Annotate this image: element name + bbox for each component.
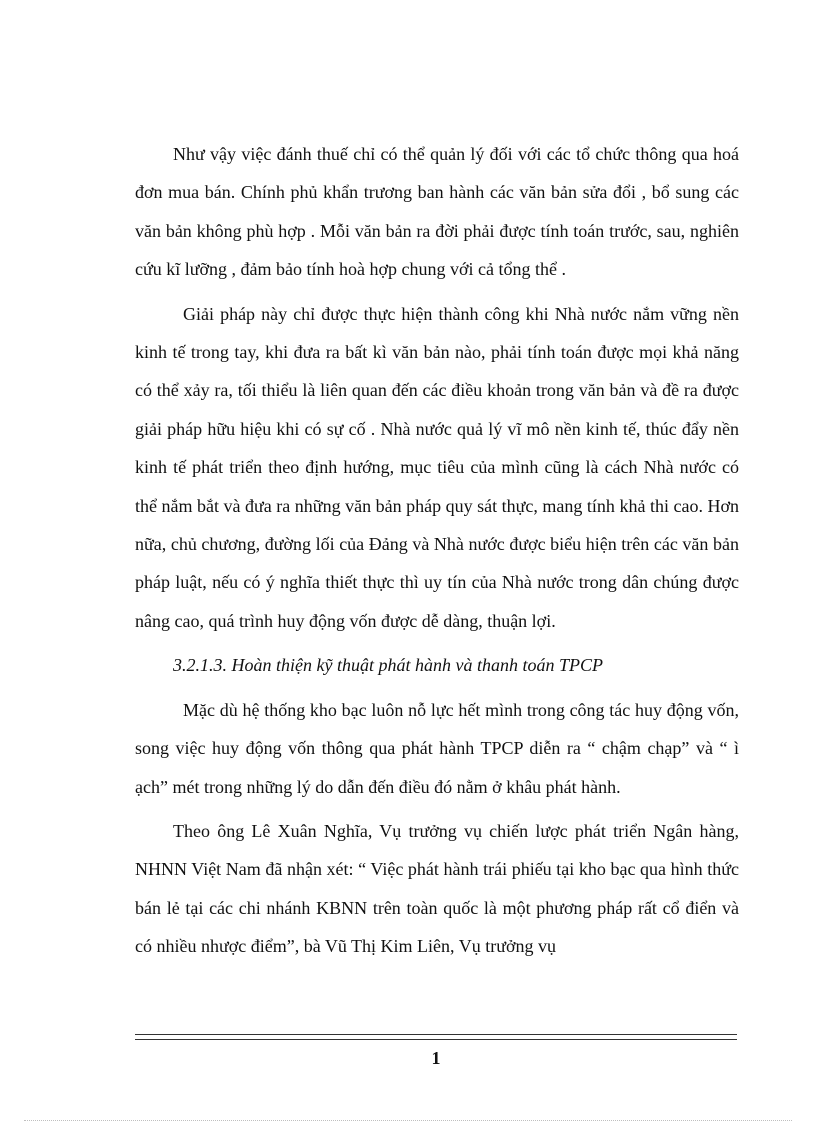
body-text xyxy=(135,135,739,972)
page-number: 1 xyxy=(431,1048,441,1068)
paragraph-4: Theo ông Lê Xuân Nghĩa, Vụ trưởng vụ chiến lược phát triển Ngân hàng, NHNN Việt Nam đã nhận xét: “ Việc phát hành trái phiếu tại kho bạc qua hình thức bán lẻ tại các chi nhánh KBNN trên toàn quốc là một phương pháp rất cổ điển và có nhiều nhược điểm”, bà Vũ Thị Kim Liên, Vụ trưởng vụ xyxy=(135,820,739,957)
paragraph-1: Như vậy việc đánh thuế chỉ có thể quản lý đối với các tổ chức thông qua hoá đơn mua bán. Chính phủ khẩn trương ban hành các văn bản sửa đổi , bổ sung các văn bản không phù hợp . Mỗi văn bản ra đời phải được tính toán trước, sau, nghiên cứu kĩ lưỡng , đảm bảo tính hoà hợp chung với cả tổng thể . xyxy=(135,144,739,280)
footer-double-rule xyxy=(135,1034,737,1040)
page-edge-divider xyxy=(24,1120,792,1121)
section-heading: 3.2.1.3. Hoàn thiện kỹ thuật phát hành và thanh toán TPCP xyxy=(173,655,603,676)
paragraph-3: Mặc dù hệ thống kho bạc luôn nỗ lực hết mình trong công tác huy động vốn, song việc huy động vốn thông qua phát hành TPCP diễn ra “ chậm chạp” và “ ì ạch” mét trong những lý do dẫn đến điều đó nằm ở khâu phát hành. xyxy=(135,699,739,797)
paragraph-2: Giải pháp này chỉ được thực hiện thành công khi Nhà nước nắm vững nền kinh tế trong tay, khi đưa ra bất kì văn bản nào, phải tính toán được mọi khả năng có thể xảy ra, tối thiểu là liên quan đến các điều khoản trong văn bản và đề ra được giải pháp hữu hiệu khi có sự cố . Nhà nước quả lý vĩ mô nền kinh tế, thúc đẩy nền kinh tế phát triển theo định hướng, mục tiêu của mình cũng là cách Nhà nước có thể nắm bắt và đưa ra những văn bản pháp quy sát thực, mang tính khả thi cao. Hơn nữa, chủ chương, đường lối của Đảng và Nhà nước được biểu hiện trên các văn bản pháp luật, nếu có ý nghĩa thiết thực thì uy tín của Nhà nước trong dân chúng được nâng cao, quá trình huy động vốn được dễ dàng, thuận lợi. xyxy=(135,303,739,631)
